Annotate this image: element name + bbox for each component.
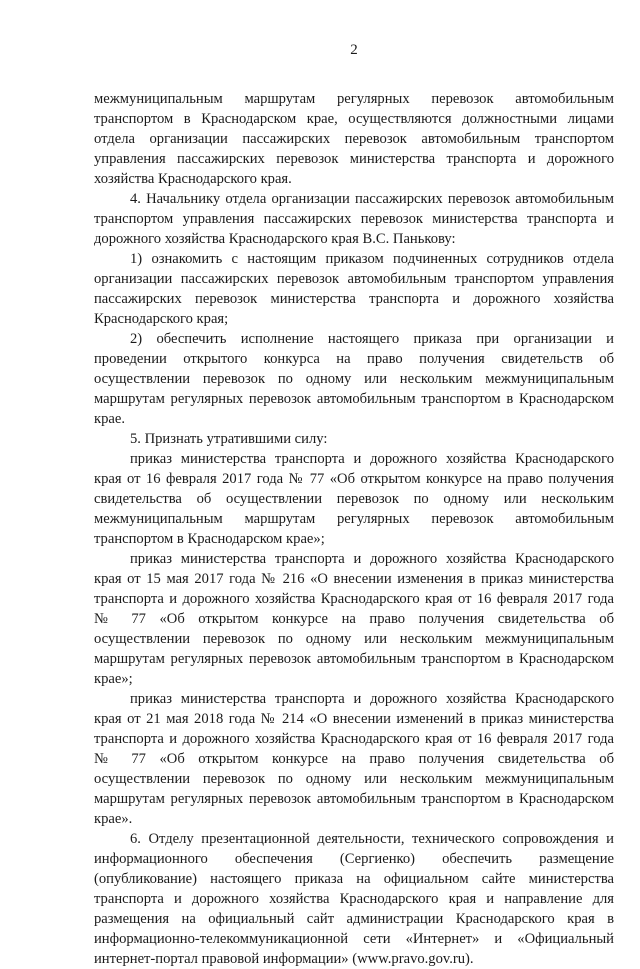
paragraph-item-5: 5. Признать утратившими силу: [130, 431, 328, 447]
paragraph-subitem-1: 1) ознакомить с настоящим приказом подчиненных сотрудников отдела организации пассажирских перевозок автомобильным транспортом управления пассажирских перевозок министерства транспорта и дорожного хозяйства Краснодарского края; [94, 251, 614, 327]
paragraph-repealed-order-1: приказ министерства транспорта и дорожного хозяйства Краснодарского края от 16 февраля 2017 года № 77 «Об открытом конкурсе на право получения свидетельства об осуществлении перевозок по одному или нескольким межмуниципальным маршрутам регулярных перевозок автомобильным транспортом в Краснодарском крае»; [94, 451, 614, 547]
paragraph-item-6: 6. Отделу презентационной деятельности, технического сопровождения и информационного обеспечения (Сергиенко) обеспечить размещение (опубликование) настоящего приказа на официальном сайте министерства транспорта и дорожного хозяйства Краснодарского края и направление для размещения на официальный сайт администрации Краснодарского края в информационно-телекоммуникационной сети «Интернет» и «Официальный интернет-портал правовой информации» (www.pravo.gov.ru). [94, 831, 614, 967]
paragraph-repealed-order-3: приказ министерства транспорта и дорожного хозяйства Краснодарского края от 21 мая 2018 года № 214 «О внесении изменений в приказ министерства транспорта и дорожного хозяйства Краснодарского края от 16 февраля 2017 года № 77 «Об открытом конкурсе на право получения свидетельства об осуществлении перевозок по одному или нескольким межмуниципальным маршрутам регулярных перевозок автомобильным транспортом в Краснодарском крае». [94, 691, 614, 827]
paragraph-continuation: межмуниципальным маршрутам регулярных перевозок автомобильным транспортом в Краснодарском крае, осуществляются должностными лицами отдела организации пассажирских перевозок автомобильным транспортом управления пассажирских перевозок министерства транспорта и дорожного хозяйства Краснодарского края. [94, 91, 614, 187]
page-number: 2 [350, 42, 358, 58]
paragraph-repealed-order-2: приказ министерства транспорта и дорожного хозяйства Краснодарского края от 15 мая 2017 года № 216 «О внесении изменения в приказ министерства транспорта и дорожного хозяйства Краснодарского края от 16 февраля 2017 года № 77 «Об открытом конкурсе на право получения свидетельства об осуществлении перевозок по одному или нескольким межмуниципальным маршрутам регулярных перевозок автомобильным транспортом в Краснодарском крае»; [94, 551, 614, 687]
document-page [94, 30, 614, 967]
paragraph-subitem-2: 2) обеспечить исполнение настоящего приказа при организации и проведении открытого конкурса на право получения свидетельств об осуществлении перевозок по одному или нескольким межмуниципальным маршрутам регулярных перевозок автомобильным транспортом в Краснодарском крае. [94, 331, 614, 427]
paragraph-item-4: 4. Начальнику отдела организации пассажирских перевозок автомобильным транспортом управления пассажирских перевозок министерства транспорта и дорожного хозяйства Краснодарского края В.С. Панькову: [94, 191, 614, 247]
